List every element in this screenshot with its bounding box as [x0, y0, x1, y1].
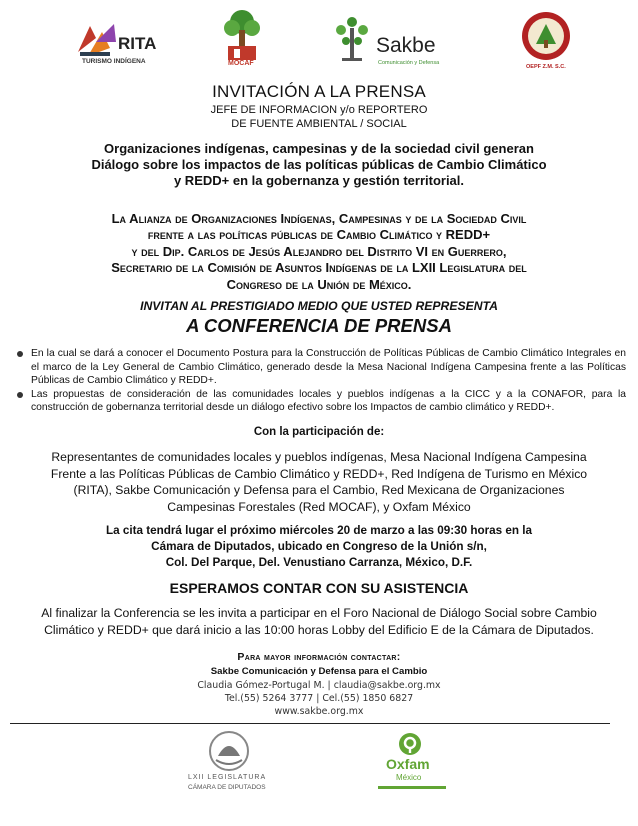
event-line: Cámara de Diputados, ubicado en Congreso de la Unión s/n, — [151, 540, 487, 554]
participation-heading: Con la participación de: — [253, 426, 385, 438]
lead-paragraph — [0, 141, 638, 189]
camara-line-1: LXII LEGISLATURA — [188, 774, 267, 781]
lead-line: y REDD+ en la gobernanza y gestión territorial. — [173, 173, 465, 188]
recipient-line-2: DE FUENTE AMBIENTAL / SOCIAL — [231, 118, 407, 130]
rita-caption: TURISMO INDÍGENA — [82, 58, 146, 65]
oepf-logo — [518, 10, 580, 74]
oepf-seal-icon — [518, 10, 574, 62]
lead-line: Organizaciones indígenas, campesinas y de la sociedad civil generan — [104, 141, 534, 156]
attendance-heading: ESPERAMOS CONTAR CON SU ASISTENCIA — [169, 580, 469, 596]
rita-name: RITA — [118, 34, 157, 53]
forum-line: Climático y REDD+ que dará inicio a las 10:00 horas Lobby del Edificio E de la Cámara de Diputados. — [44, 623, 594, 637]
contact-heading: Para mayor información contactar: — [237, 651, 401, 663]
participants-line: Campesinas Forestales (Red MOCAF), y Oxfam México — [167, 499, 471, 514]
bullet-list — [14, 347, 626, 415]
sakbe-logo — [332, 14, 462, 70]
bullet-text: En la cual se dará a conocer el Documento Postura para la Construcción de Políticas Públicas de Cambio Climático Integrales en el marco de la Ley General de Cambio Climático, generado desde la Mesa Nacional Indígena Campesina frente a las Políticas Públicas de Cambio Climático y REDD+. — [31, 348, 626, 387]
forum-paragraph — [0, 605, 638, 639]
event-details — [0, 523, 638, 572]
event-line: La cita tendrá lugar el próximo miércoles 20 de marzo a las 09:30 horas en la — [105, 524, 533, 537]
oxfam-logo — [372, 732, 452, 796]
sakbe-caption: Comunicación y Defensa — [378, 60, 440, 66]
participants-line: (RITA), Sakbe Comunicación y Defensa para el Cambio, Red Mexicana de Organizaciones — [73, 483, 565, 498]
contact-organization: Sakbe Comunicación y Defensa para el Cambio — [210, 666, 428, 677]
contact-phones: Tel.(55) 5264 3777 | Cel.(55) 1850 6827 — [224, 693, 414, 704]
top-logos — [0, 8, 638, 74]
lead-line: Diálogo sobre los impactos de las políticas públicas de Cambio Climático — [91, 157, 547, 172]
tree-icon — [220, 8, 264, 62]
contact-person: Claudia Gómez-Portugal M. | claudia@sakbe.org.mx — [197, 680, 441, 691]
rita-logo — [74, 20, 174, 68]
forum-line: Al finalizar la Conferencia se les invita a participar en el Foro Nacional de Diálogo Social sobre Cambio — [41, 606, 597, 620]
oxfam-emblem-icon — [398, 732, 422, 756]
list-item — [14, 388, 626, 415]
coat-of-arms-icon — [204, 730, 254, 772]
bullet-dot-icon — [17, 392, 23, 398]
camara-logo — [186, 730, 276, 796]
mocaf-name: MOCAF — [228, 60, 254, 67]
oxfam-sub: México — [396, 773, 422, 782]
rita-emblem-icon — [74, 22, 118, 60]
alliance-line: Congreso de la Unión de México. — [226, 276, 412, 292]
participants-line: Frente a las Políticas Públicas de Cambio Climático y REDD+, Red Indígena de Turismo en México — [50, 466, 588, 481]
oxfam-stripe — [378, 786, 446, 789]
alliance-paragraph — [0, 211, 638, 293]
participants-line: Representantes de comunidades locales y pueblos indígenas, Mesa Nacional Indígena Campesina — [51, 450, 587, 464]
contact-website: www.sakbe.org.mx — [274, 706, 364, 717]
invitation-title: INVITACIÓN A LA PRENSA — [212, 82, 426, 101]
recipient-line-1: JEFE DE INFORMACION y/o REPORTERO — [210, 104, 428, 116]
participants-paragraph — [0, 449, 638, 515]
alliance-line: La Alianza de Organizaciones Indígenas, Campesinas y de la Sociedad Civil — [111, 211, 527, 226]
bullet-dot-icon — [17, 351, 23, 357]
mocaf-logo — [220, 8, 264, 74]
bullet-text: Las propuestas de consideración de las comunidades locales y pueblos indígenas a la CICC y a la CONAFOR, para la construcción de gobernanza territorial desde un diálogo efectivo sobre los Impactos de cambio climático y REDD+. — [31, 388, 626, 414]
camara-line-2: CÁMARA DE DIPUTADOS — [188, 784, 266, 791]
oepf-name: OEPF Z.M. S.C. — [526, 64, 566, 70]
oxfam-name: Oxfam — [386, 756, 430, 772]
sakbe-name: Sakbe — [376, 34, 436, 57]
divider — [10, 723, 610, 724]
alliance-line: Secretario de la Comisión de Asuntos Indígenas de la LXII Legislatura del — [111, 260, 527, 276]
event-line: Col. Del Parque, Del. Venustiano Carranza, México, D.F. — [165, 556, 473, 570]
conference-heading: A CONFERENCIA DE PRENSA — [186, 315, 452, 336]
invitan-heading: INVITAN AL PRESTIGIADO MEDIO QUE USTED REPRESENTA — [140, 299, 498, 313]
list-item — [14, 347, 626, 388]
sakbe-tree-icon — [332, 14, 372, 66]
alliance-line: y del Dip. Carlos de Jesús Alejandro del Distrito VI en Guerrero, — [131, 243, 507, 259]
alliance-line: frente a las políticas públicas de Cambio Climático y REDD+ — [147, 227, 491, 243]
